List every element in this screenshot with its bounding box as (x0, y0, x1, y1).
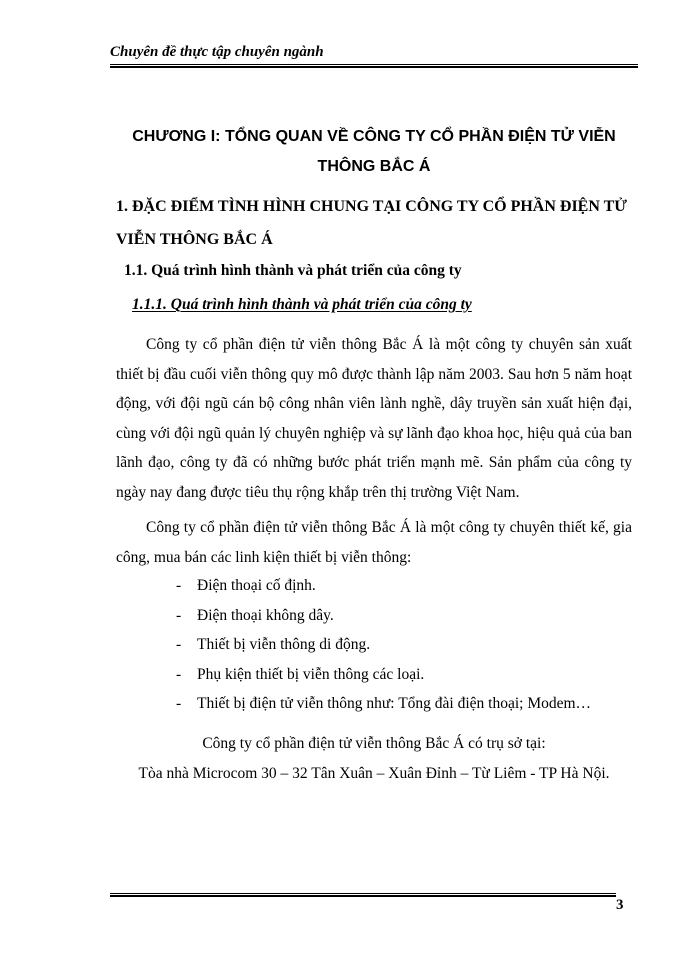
list-item-text: Thiết bị điện tử viễn thông như: Tổng đài điện thoại; Modem… (197, 695, 592, 712)
list-item (176, 660, 591, 690)
section-heading-1-1-1: 1.1.1. Quá trình hình thành và phát triển của công ty (132, 296, 472, 313)
footer-rule (110, 893, 616, 894)
paragraph-company-intro: Công ty cổ phần điện tử viễn thông Bắc Á là một công ty chuyên sản xuất thiết bị đầu cuối viễn thông quy mô được thành lập năm 2003. Sau hơn 5 năm hoạt động, với đội ngũ cán bộ công nhân viên lành nghề, dây truyền sản xuất hiện đại, cùng với đội ngũ quản lý chuyên nghiệp và sự lãnh đạo khoa học, hiệu quả của ban lãnh đạo, công ty đã có những bước phát triển mạnh mẽ. Sản phẩm của công ty ngày nay đang được tiêu thụ rộng khắp trên thị trường Việt Nam. (116, 336, 632, 501)
paragraph-company-business: Công ty cổ phần điện tử viễn thông Bắc Á là một công ty chuyên thiết kế, gia công, mua bán các linh kiện thiết bị viễn thông: (116, 519, 632, 566)
list-item-text: Phụ kiện thiết bị viễn thông các loại. (197, 665, 425, 683)
list-item-text: Thiết bị viễn thông di động. (197, 636, 371, 653)
list-bullet: - (176, 636, 182, 653)
list-item-text: Điện thoại cố định. (197, 577, 316, 594)
list-item (176, 601, 591, 631)
page-number: 3 (616, 897, 624, 913)
list-item (176, 571, 591, 601)
list-bullet: - (176, 606, 182, 624)
chapter-title-line-2: THÔNG BẮC Á (317, 158, 431, 175)
product-list (176, 571, 591, 719)
office-address (116, 729, 632, 788)
section-heading-1-1: 1.1. Quá trình hình thành và phát triển của công ty (124, 262, 462, 279)
list-item (176, 630, 591, 660)
section-heading-1-line-1: 1. ĐẶC ĐIỂM TÌNH HÌNH CHUNG TẠI CÔNG TY CỔ PHẦN ĐIỆN TỬ (116, 198, 628, 215)
list-item (176, 689, 591, 719)
list-bullet: - (176, 695, 182, 712)
section-heading-1-line-2: VIỄN THÔNG BẮC Á (116, 231, 273, 248)
header-rule-thick (110, 66, 638, 68)
office-address-line-2: Tòa nhà Microcom 30 – 32 Tân Xuân – Xuân Đỉnh – Từ Liêm - TP Hà Nội. (138, 764, 610, 782)
chapter-title (110, 122, 638, 182)
header-rule (110, 64, 638, 65)
list-item-text: Điện thoại không dây. (197, 606, 334, 624)
page-header: Chuyên đề thực tập chuyên ngành (110, 44, 324, 60)
chapter-title-line-1: CHƯƠNG I: TỔNG QUAN VỀ CÔNG TY CỔ PHẦN ĐIỆN TỬ VIỄN (132, 128, 616, 145)
office-address-line-1: Công ty cổ phần điện tử viễn thông Bắc Á có trụ sở tại: (202, 735, 546, 752)
list-bullet: - (176, 665, 182, 683)
section-heading-1 (116, 190, 644, 256)
footer-rule-thick (110, 895, 616, 897)
list-bullet: - (176, 577, 182, 594)
